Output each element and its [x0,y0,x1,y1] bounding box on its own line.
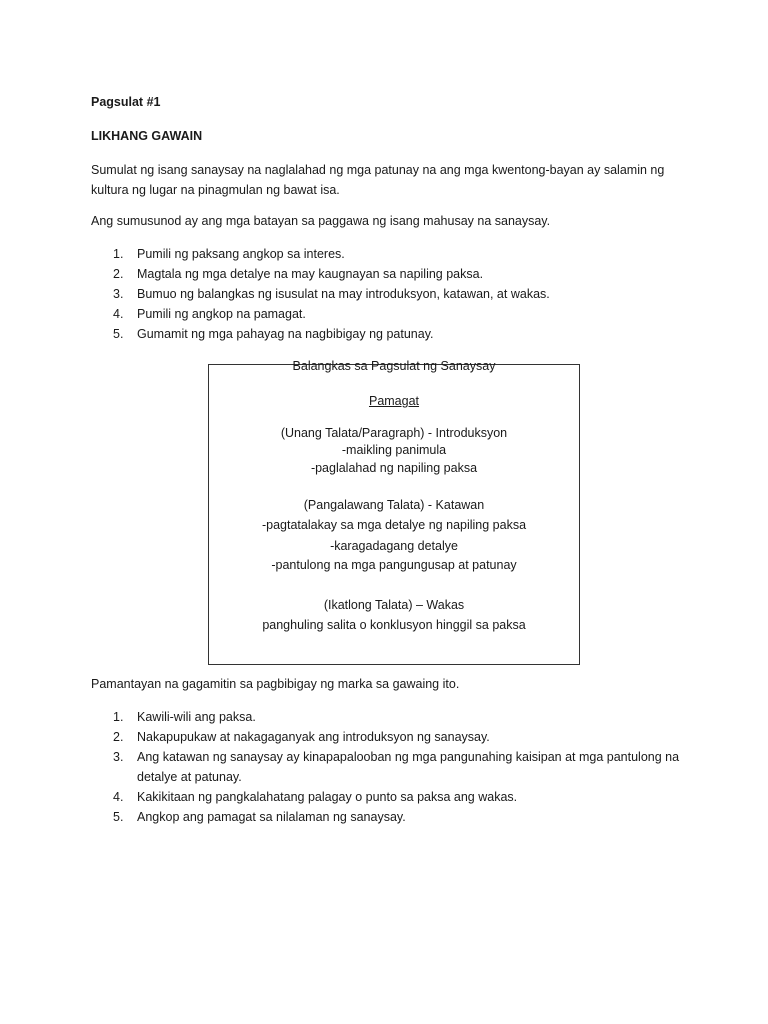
outline-intro-item: -maikling panimula [341,443,447,457]
outline-body-item: -pagtatalakay sa mga detalye ng napiling paksa [261,518,527,532]
list-item: 4. Pumili ng angkop na pamagat. [113,307,306,321]
criteria-intro: Pamantayan na gagamitin sa pagbibigay ng marka sa gawaing ito. [91,677,460,691]
document-subtitle: LIKHANG GAWAIN [91,129,203,143]
outline-intro-item: -paglalahad ng napiling paksa [310,461,478,475]
outline-body-heading: (Pangalawang Talata) - Katawan [303,498,485,512]
guidelines-list [91,244,711,344]
list-item: 5. Gumamit ng mga pahayag na nagbibigay ng patunay. [113,327,434,341]
list-item: 1. Kawili-wili ang paksa. [113,710,256,724]
outline-body-item: -pantulong na mga pangungusap at patunay [271,558,517,572]
outline-pamagat: Pamagat [368,394,420,408]
document-title: Pagsulat #1 [91,95,161,109]
outline-end-heading: (Ikatlong Talata) – Wakas [323,598,465,612]
intro-line-2: kultura ng lugar na pinagmulan ng bawat isa. [91,183,340,197]
outline-body-item: -karagadagang detalye [330,539,458,553]
outline-box [208,359,580,665]
list-item: 4. Kakikitaan ng pangkalahatang palagay o punto sa paksa ang wakas. [113,790,518,804]
outline-box-title: Balangkas sa Pagsulat ng Sanaysay [292,359,496,373]
list-item: 3. Bumuo ng balangkas ng isusulat na may introduksyon, katawan, at wakas. [113,287,550,301]
list-item: 1. Pumili ng paksang angkop sa interes. [113,247,345,261]
guidelines-intro: Ang sumusunod ay ang mga batayan sa paggawa ng isang mahusay na sanaysay. [91,214,551,228]
outline-intro-heading: (Unang Talata/Paragraph) - Introduksyon [280,426,508,440]
intro-paragraph [91,160,711,200]
outline-end-item: panghuling salita o konklusyon hinggil sa paksa [262,618,526,632]
intro-line-1: Sumulat ng isang sanaysay na naglalahad ng mga patunay na ang mga kwentong-bayan ay salamin ng [91,163,665,177]
list-item: 5. Angkop ang pamagat sa nilalaman ng sanaysay. [113,810,406,824]
list-item: 3. Ang katawan ng sanaysay ay kinapapalooban ng mga pangunahing kaisipan at mga pantulong na detalye at patunay. [113,750,680,784]
list-item: 2. Nakapupukaw at nakagaganyak ang introduksyon ng sanaysay. [113,730,490,744]
criteria-list [91,707,691,827]
list-item: 2. Magtala ng mga detalye na may kaugnayan sa napiling paksa. [113,267,484,281]
